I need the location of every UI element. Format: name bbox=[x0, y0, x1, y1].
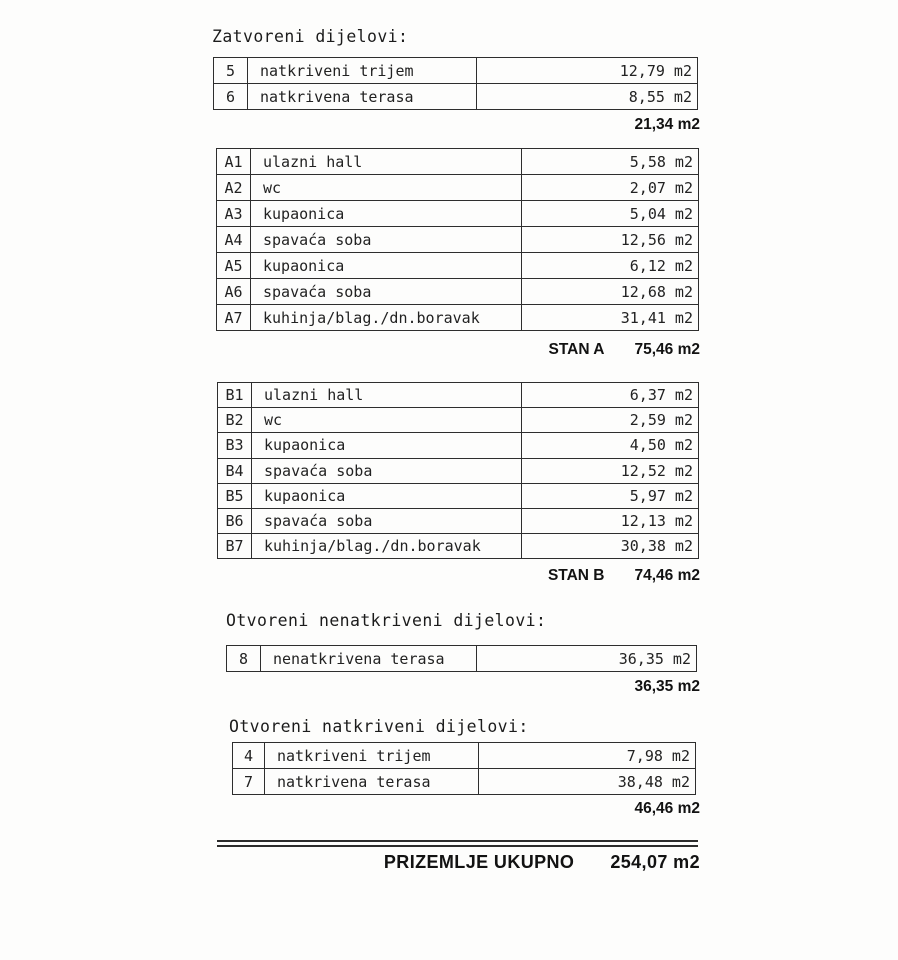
room-name: nenatkrivena terasa bbox=[261, 646, 477, 671]
grand-total-label: PRIZEMLJE UKUPNO bbox=[383, 852, 575, 872]
room-area: 4,50 m2 bbox=[629, 436, 693, 455]
room-code: B4 bbox=[218, 459, 252, 483]
subtotal-value: 74,46 m2 bbox=[634, 567, 700, 584]
room-area: 31,41 m2 bbox=[620, 308, 693, 327]
room-code: 7 bbox=[233, 769, 265, 794]
room-name: spavaća soba bbox=[251, 279, 522, 304]
room-name: kupaonica bbox=[251, 201, 522, 226]
subtotal-otvoreni-nenatkriveni bbox=[635, 678, 701, 696]
room-code: 6 bbox=[214, 84, 248, 109]
room-code: A1 bbox=[217, 149, 251, 174]
room-code: B3 bbox=[218, 433, 252, 457]
room-area: 5,97 m2 bbox=[629, 486, 693, 505]
table-row bbox=[218, 383, 698, 407]
room-name: kupaonica bbox=[252, 433, 522, 457]
table-row bbox=[218, 508, 698, 533]
room-name: ulazni hall bbox=[251, 149, 522, 174]
room-name: spavaća soba bbox=[252, 509, 522, 533]
table-row bbox=[233, 743, 695, 768]
room-area: 2,59 m2 bbox=[629, 411, 693, 430]
table-row bbox=[214, 58, 697, 83]
area-table-otvoreni-natkriveni bbox=[232, 742, 696, 795]
room-code: B5 bbox=[218, 484, 252, 508]
room-area: 8,55 m2 bbox=[628, 87, 692, 106]
section-heading-zatvoreni: Zatvoreni dijelovi: bbox=[212, 27, 409, 46]
table-row bbox=[217, 226, 698, 252]
room-name: wc bbox=[251, 175, 522, 200]
section-heading-otvoreni-natkriveni: Otvoreni natkriveni dijelovi: bbox=[229, 717, 529, 736]
room-code: B6 bbox=[218, 509, 252, 533]
table-row bbox=[227, 646, 696, 671]
subtotal-value: 36,35 m2 bbox=[634, 678, 700, 695]
room-area: 38,48 m2 bbox=[617, 772, 690, 791]
grand-total bbox=[384, 852, 700, 873]
subtotal-otvoreni-natkriveni bbox=[635, 800, 701, 818]
table-row bbox=[214, 83, 697, 109]
room-area: 5,04 m2 bbox=[629, 204, 693, 223]
room-area: 12,79 m2 bbox=[619, 61, 692, 80]
subtotal-value: 21,34 m2 bbox=[634, 116, 700, 133]
room-area: 12,56 m2 bbox=[620, 230, 693, 249]
room-code: A6 bbox=[217, 279, 251, 304]
room-area: 12,13 m2 bbox=[620, 512, 693, 531]
table-row bbox=[217, 252, 698, 278]
room-code: 5 bbox=[214, 58, 248, 83]
room-area: 7,98 m2 bbox=[626, 746, 690, 765]
subtotal-stan-b bbox=[548, 567, 700, 585]
room-area: 12,52 m2 bbox=[620, 461, 693, 480]
room-name: kuhinja/blag./dn.boravak bbox=[251, 305, 522, 330]
room-area: 30,38 m2 bbox=[620, 537, 693, 556]
room-code: A5 bbox=[217, 253, 251, 278]
room-name: spavaća soba bbox=[251, 227, 522, 252]
room-name: natkrivena terasa bbox=[248, 84, 477, 109]
table-row bbox=[233, 768, 695, 794]
room-name: kuhinja/blag./dn.boravak bbox=[252, 534, 522, 558]
area-table-stan-b bbox=[217, 382, 699, 559]
room-code: B1 bbox=[218, 383, 252, 407]
room-code: B7 bbox=[218, 534, 252, 558]
room-name: kupaonica bbox=[251, 253, 522, 278]
room-code: A2 bbox=[217, 175, 251, 200]
area-table-zatvoreni bbox=[213, 57, 698, 110]
room-area: 6,37 m2 bbox=[629, 386, 693, 405]
subtotal-stan-a bbox=[549, 341, 700, 359]
room-name: kupaonica bbox=[252, 484, 522, 508]
grand-total-rule bbox=[217, 840, 698, 847]
room-code: 4 bbox=[233, 743, 265, 768]
table-row bbox=[217, 200, 698, 226]
room-name: natkriveni trijem bbox=[265, 743, 479, 768]
room-name: natkrivena terasa bbox=[265, 769, 479, 794]
room-area: 2,07 m2 bbox=[629, 178, 693, 197]
section-heading-otvoreni-nenatkriveni: Otvoreni nenatkriveni dijelovi: bbox=[226, 611, 547, 630]
room-area: 5,58 m2 bbox=[629, 152, 693, 171]
room-name: ulazni hall bbox=[252, 383, 522, 407]
area-table-otvoreni-nenatkriveni bbox=[226, 645, 697, 672]
room-code: A4 bbox=[217, 227, 251, 252]
room-name: wc bbox=[252, 408, 522, 432]
room-code: A3 bbox=[217, 201, 251, 226]
subtotal-label: STAN B bbox=[547, 567, 605, 584]
table-row bbox=[218, 458, 698, 483]
table-row bbox=[217, 278, 698, 304]
room-name: natkriveni trijem bbox=[248, 58, 477, 83]
table-row bbox=[218, 533, 698, 558]
room-area: 36,35 m2 bbox=[618, 649, 691, 668]
room-code: 8 bbox=[227, 646, 261, 671]
area-table-stan-a bbox=[216, 148, 699, 331]
table-row bbox=[217, 149, 698, 174]
room-code: A7 bbox=[217, 305, 251, 330]
subtotal-value: 46,46 m2 bbox=[634, 800, 700, 817]
grand-total-value: 254,07 m2 bbox=[610, 852, 700, 872]
room-name: spavaća soba bbox=[252, 459, 522, 483]
table-row bbox=[218, 407, 698, 432]
table-row bbox=[218, 432, 698, 457]
room-area: 6,12 m2 bbox=[629, 256, 693, 275]
subtotal-label: STAN A bbox=[548, 341, 605, 358]
room-area: 12,68 m2 bbox=[620, 282, 693, 301]
room-code: B2 bbox=[218, 408, 252, 432]
table-row bbox=[217, 304, 698, 330]
table-row bbox=[218, 483, 698, 508]
subtotal-zatvoreni bbox=[635, 116, 701, 134]
table-row bbox=[217, 174, 698, 200]
subtotal-value: 75,46 m2 bbox=[634, 341, 700, 358]
